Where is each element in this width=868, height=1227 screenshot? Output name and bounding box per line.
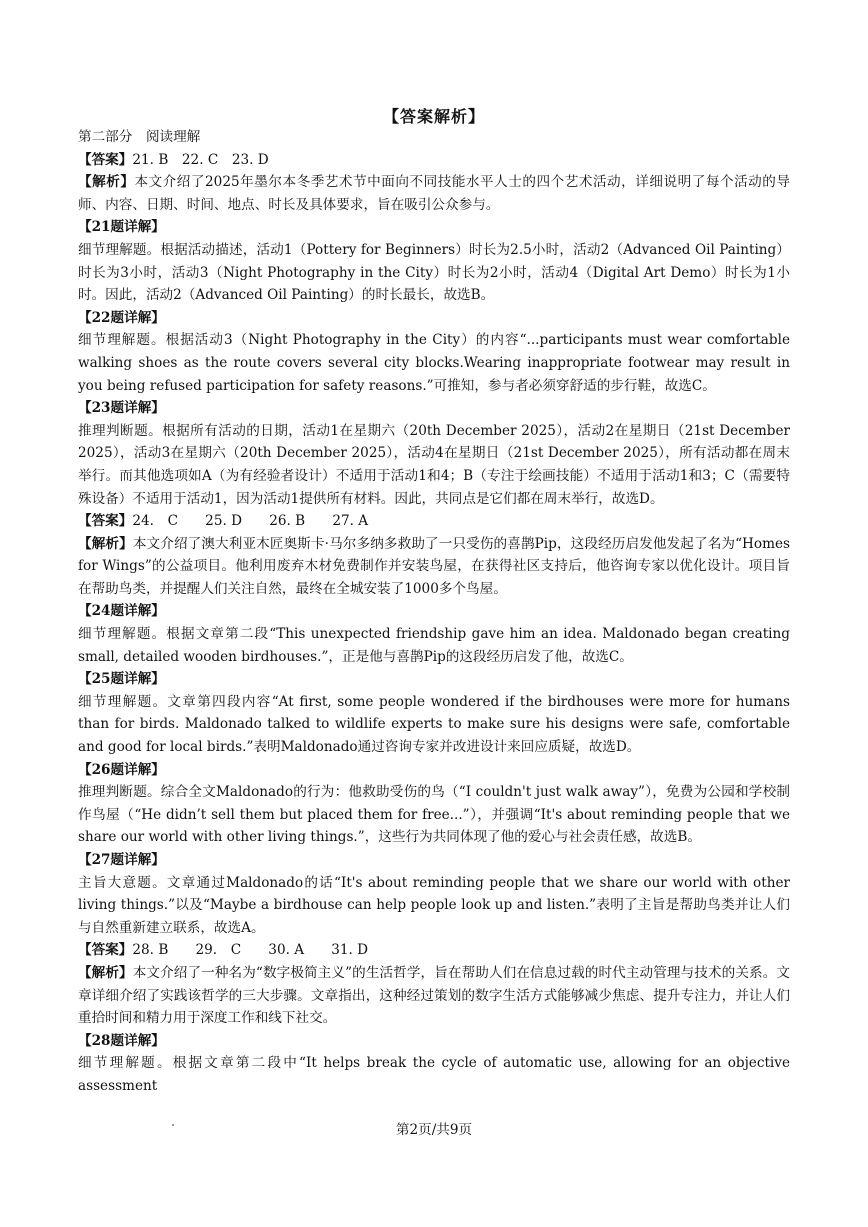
paragraph-text: 主旨大意题。文章通过Maldonado的话“It's about reminding people that we share our world with other living things.”以及“Maybe a birdhouse can help people look up and listen.”表明了主旨是帮助鸟类并让人们与自然重新建立联系，故选A。 [78, 874, 790, 936]
paragraph [78, 216, 790, 239]
paragraph-label: 【解析】 [78, 964, 133, 981]
paragraph [78, 329, 790, 397]
answer-content [78, 126, 790, 1098]
paragraph-label: 【答案】 [78, 513, 133, 530]
paragraph-label: 【25题详解】 [78, 671, 165, 688]
paragraph [78, 600, 790, 623]
paragraph-label: 【26题详解】 [78, 761, 165, 778]
paragraph [78, 668, 790, 691]
paragraph-text: 细节理解题。根据文章第二段中“It helps break the cycle of automatic use, allowing for an objective assessment [78, 1055, 790, 1094]
paragraph-label: 【解析】 [78, 535, 133, 552]
paragraph [78, 623, 790, 668]
paragraph-text: 24. C 25. D 26. B 27. A [132, 513, 369, 530]
paragraph-label: 【28题详解】 [78, 1032, 165, 1049]
paragraph-text: 细节理解题。根据活动3（Night Photography in the City）的内容“...participants must wear comfortable walking shoes as the route covers several city blocks.Wearing inappropriate footwear may result in you being refused participation for safety reasons.”可推知，参与者必须穿舒适的步行鞋，故选C。 [78, 332, 790, 394]
paragraph-label: 【21题详解】 [78, 219, 165, 236]
paragraph-text: 28. B 29. C 30. A 31. D [132, 942, 369, 959]
paragraph [78, 872, 790, 940]
paragraph [78, 1030, 790, 1053]
paragraph-text: 本文介绍了一种名为“数字极简主义”的生活哲学，旨在帮助人们在信息过载的时代主动管理与技术的关系。文章详细介绍了实践该哲学的三大步骤。文章指出，这种经过策划的数字生活方式能够减少焦虑、提升专注力，并让人们重拾时间和精力用于深度工作和线下社交。 [78, 964, 790, 1027]
paragraph-text: 21. B 22. C 23. D [132, 151, 269, 168]
paragraph [78, 759, 790, 782]
paragraph [78, 1052, 790, 1097]
paragraph-text: 推理判断题。根据所有活动的日期，活动1在星期六（20th December 2025），活动2在星期日（21st December 2025），活动3在星期六（20th December 2025），活动4在星期日（21st December 2025），所有活动都在周末举行。而其他选项如A（为有经验者设计）不适用于活动1和4；B（专注于绘画技能）不适用于活动1和3；C（需要特殊设备）不适用于活动1，因为活动1提供所有材料。因此，共同点是它们都在周末举行，故选D。 [78, 422, 790, 507]
paragraph-label: 【解析】 [78, 174, 135, 191]
paragraph-text: 推理判断题。综合全文Maldonado的行为：他救助受伤的鸟（“I couldn't just walk away”），免费为公园和学校制作鸟屋（“He didn’t sell them but placed them for free...”），并强调“It's about reminding people that we share our world with other living things.”，这些行为共同体现了他的爱心与社会责任感，故选B。 [78, 784, 790, 846]
paragraph-label: 【22题详解】 [78, 309, 165, 326]
paragraph-label: 【答案】 [78, 942, 133, 959]
paragraph [78, 397, 790, 420]
answer-blocks [78, 149, 790, 1098]
page-title: 【答案解析】 [382, 107, 485, 126]
paragraph [78, 171, 790, 216]
paragraph-label: 【答案】 [78, 151, 133, 168]
paragraph-label: 【23题详解】 [78, 400, 165, 417]
paragraph-label: 【24题详解】 [78, 603, 165, 620]
paragraph-text: 本文介绍了2025年墨尔本冬季艺术节中面向不同技能水平人士的四个艺术活动，详细说明了每个活动的导师、内容、日期、时间、地点、时长及具体要求，旨在吸引公众参与。 [78, 174, 791, 213]
page-footer: 第2页/共9页 [395, 1122, 473, 1138]
paragraph [78, 939, 790, 962]
paragraph-text: 细节理解题。文章第四段内容“At first, some people wondered if the birdhouses were more for humans than for birds. Maldonado talked to wildlife experts to make sure his designs were safe, comfortable and good for local birds.”表明Maldonado通过咨询专家并改进设计来回应质疑，故选D。 [78, 693, 790, 756]
paragraph [78, 510, 790, 533]
paragraph-text: 本文介绍了澳大利亚木匠奥斯卡·马尔多纳多救助了一只受伤的喜鹊Pip，这段经历启发他发起了名为“Homes for Wings”的公益项目。他利用废弃木材免费制作并安装鸟屋，在获得社区支持后，他咨询专家以优化设计。项目旨在帮助鸟类，并提醒人们关注自然，最终在全城安装了1000多个鸟屋。 [78, 535, 791, 597]
paragraph [78, 533, 790, 601]
paragraph [78, 149, 790, 172]
paragraph [78, 962, 790, 1030]
paragraph [78, 781, 790, 849]
paragraph [78, 420, 790, 510]
paragraph [78, 307, 790, 330]
paragraph [78, 239, 790, 307]
paragraph-label: 【27题详解】 [78, 852, 165, 868]
paragraph-text: 细节理解题。根据文章第二段“This unexpected friendship gave him an idea. Maldonado began creating small, detailed wooden birdhouses.”，正是他与喜鹊Pip的这段经历启发了他，故选C。 [78, 626, 790, 665]
paragraph-text: 细节理解题。根据活动描述，活动1（Pottery for Beginners）时长为2.5小时，活动2（Advanced Oil Painting）时长为3小时，活动3（Night Photography in the City）时长为2小时，活动4（Digital Art Demo）时长为1小时。因此，活动2（Advanced Oil Painting）的时长最长，故选B。 [78, 241, 790, 304]
paragraph [78, 849, 790, 872]
section-heading: 第二部分 阅读理解 [78, 129, 201, 145]
paragraph [78, 691, 790, 759]
